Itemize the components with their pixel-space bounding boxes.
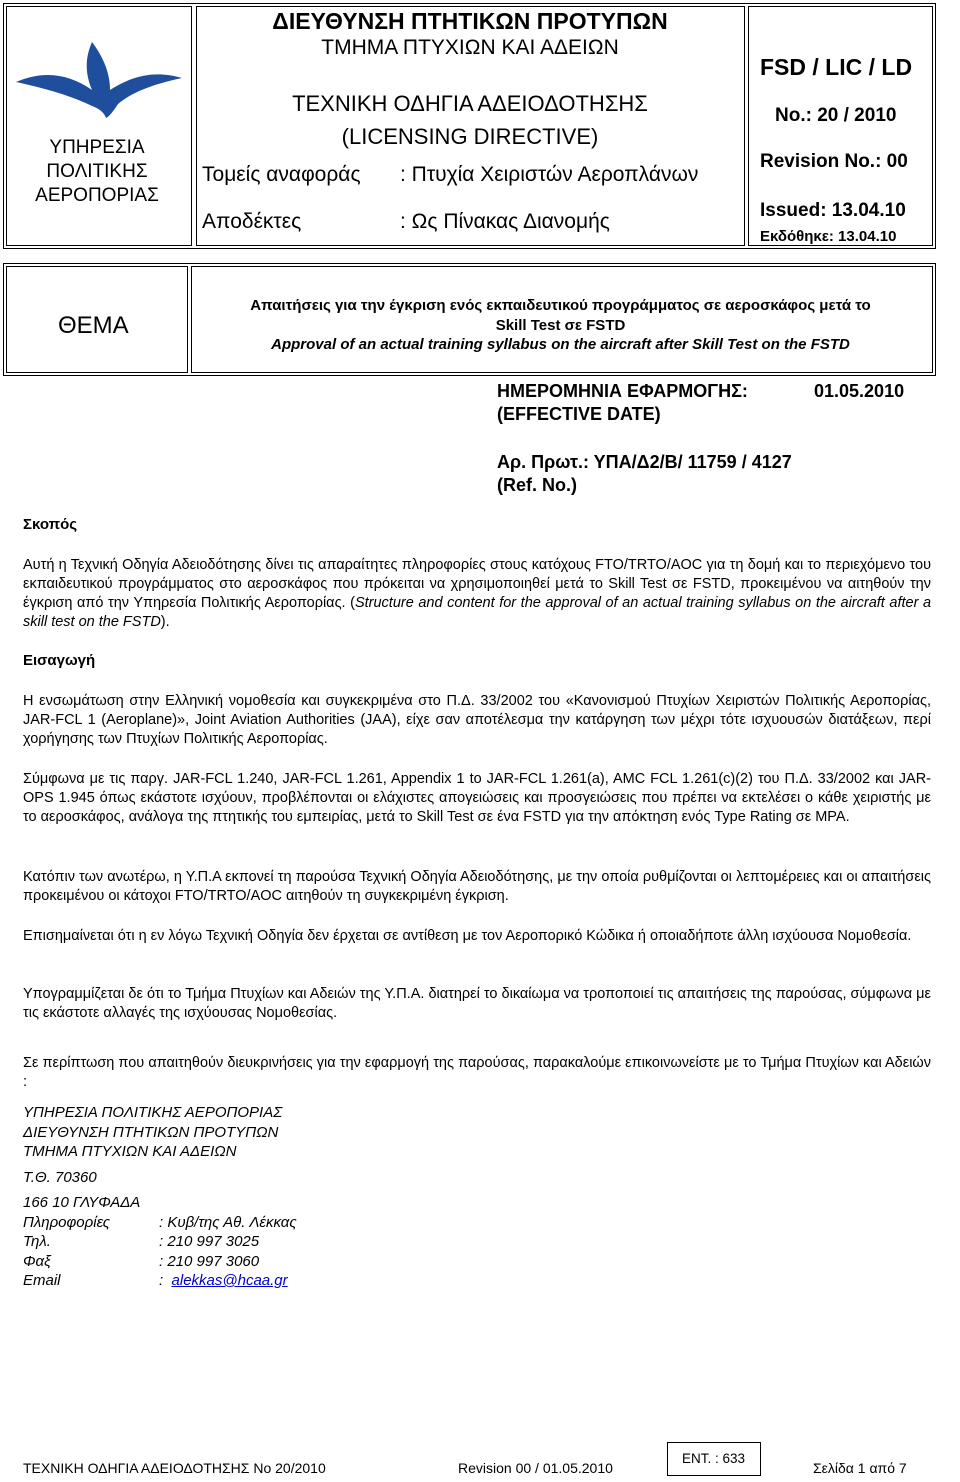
contact-email-sep: : [159, 1272, 172, 1289]
scope-value: : Πτυχία Χειριστών Αεροπλάνων [400, 163, 699, 186]
reference-number: Αρ. Πρωτ.: ΥΠΑ/Δ2/Β/ 11759 / 4127 [497, 452, 792, 472]
contact-intro-paragraph: Σε περίπτωση που απαιτηθούν διευκρινήσεις για την εφαρμογή της παρούσας, παρακαλούμε επικοινωνείστε με το Τμήμα Πτυχίων και Αδειών : [23, 1055, 931, 1090]
intro-paragraph-2: Σύμφωνα με τις παργ. JAR-FCL 1.240, JAR-FCL 1.261, Appendix 1 to JAR-FCL 1.261(a), AMC FCL 1.261(c)(2) του Π.Δ. 33/2002 και JAR-OPS 1.945 όπως εκάστοτε ισχύουν, προβλέπονται οι ελάχιστες απογειώσεις και προσγειώσεις που πρέπει να εκτελέσει ο κάθε χειριστής με το αεροσκάφος, ανάλογα της πτητικής του εμπειρίας, μετά το Skill Test σε ένα FSTD για την απόκτηση ενός Type Rating σε ΜΡΑ. [23, 771, 931, 825]
bird-logo-icon [14, 40, 184, 120]
contact-info-label: Πληροφορίες [23, 1213, 111, 1231]
intro-title: Εισαγωγή [23, 652, 96, 669]
contact-email-row [23, 1271, 297, 1291]
footer-document-title: ΤΕΧΝΙΚΗ ΟΔΗΓΙΑ ΑΔΕΙΟΔΟΤΗΣΗΣ No 20/2010 [23, 1460, 326, 1476]
contact-info-value: : Κυβ/της Αθ. Λέκκας [159, 1213, 297, 1231]
subject-line-1: Απαιτήσεις για την έγκριση ενός εκπαιδευτικού προγράμματος σε αεροσκάφος μετά το [250, 297, 871, 314]
org-line-2: ΠΟΛΙΤΙΚΗΣ [46, 161, 148, 182]
recipients-label: Αποδέκτες [202, 210, 302, 233]
contact-block [23, 1103, 297, 1291]
subject-line-2: Skill Test σε FSTD [495, 317, 626, 334]
intro-paragraph-5: Υπογραμμίζεται δε ότι το Τμήμα Πτυχίων και Αδειών της Υ.Π.Α. διατηρεί το δικαίωμα να τροποποιεί τις απαιτήσεις της παρούσας, σύμφωνα με τις εκάστοτε αλλαγές της ισχύουσας Νομοθεσίας. [23, 986, 931, 1021]
purpose-text-italic: Structure and content for the approval of an actual training syllabus on the aircraft after a skill test on the FSTD [23, 595, 932, 630]
effective-date-en: (EFFECTIVE DATE) [497, 404, 661, 424]
subject-label: ΘΕΜΑ [58, 312, 129, 339]
org-name [12, 136, 182, 208]
purpose-text-end: ). [160, 614, 170, 630]
department-title: ΤΜΗΜΑ ΠΤΥΧΙΩΝ ΚΑΙ ΑΔΕΙΩΝ [321, 36, 619, 59]
subject-line-3: Approval of an actual training syllabus on the aircraft after Skill Test on the FSTD [271, 336, 850, 353]
effective-date-value: 01.05.2010 [814, 381, 905, 401]
purpose-paragraph [23, 556, 931, 632]
contact-phone-label: Τηλ. [23, 1233, 51, 1250]
contact-phone-value: : 210 997 3025 [159, 1233, 260, 1250]
scope-label: Τομείς αναφοράς [202, 163, 361, 186]
contact-info-row [23, 1213, 297, 1233]
reference-number-en: (Ref. No.) [497, 475, 577, 495]
directive-title: ΤΕΧΝΙΚΗ ΟΔΗΓΙΑ ΑΔΕΙΟΔΟΤΗΣΗΣ [292, 91, 648, 116]
org-line-3: ΑΕΡΟΠΟΡΙΑΣ [35, 185, 159, 206]
contact-email-link[interactable]: alekkas@hcaa.gr [171, 1272, 288, 1289]
intro-paragraph-4: Επισημαίνεται ότι η εν λόγω Τεχνική Οδηγία δεν έρχεται σε αντίθεση με τον Αεροπορικό Κώδικα ή οποιαδήποτε άλλη ισχύουσα Νομοθεσία. [23, 928, 912, 944]
footer-page-number: Σελίδα 1 από 7 [813, 1460, 907, 1476]
contact-fax-label: Φαξ [23, 1252, 51, 1270]
recipients-value: : Ως Πίνακας Διανομής [400, 210, 610, 233]
issued-date-gr: Εκδόθηκε: 13.04.10 [760, 228, 897, 245]
issued-date: Issued: 13.04.10 [760, 200, 906, 221]
contact-fax-value: : 210 997 3060 [159, 1252, 260, 1270]
intro-paragraph-3: Κατόπιν των ανωτέρω, η Υ.Π.Α εκπονεί τη παρούσα Τεχνική Οδηγία Αδειοδότησης, με την οποία ρυθμίζονται οι λεπτομέρειες και οι απαιτήσεις προκειμένου οι κάτοχοι FTO/TRTO/AOC αιτηθούν τη συγκεκριμένη έγκριση. [23, 869, 931, 904]
contact-org: ΥΠΗΡΕΣΙΑ ΠΟΛΙΤΙΚΗΣ ΑΕΡΟΠΟΡΙΑΣ [23, 1104, 283, 1121]
org-line-1: ΥΠΗΡΕΣΙΑ [49, 137, 145, 158]
contact-fax-row [23, 1252, 297, 1272]
directorate-title: ΔΙΕΥΘΥΝΣΗ ΠΤΗΤΙΚΩΝ ΠΡΟΤΥΠΩΝ [272, 8, 668, 34]
contact-department: ΤΜΗΜΑ ΠΤΥΧΙΩΝ ΚΑΙ ΑΔΕΙΩΝ [23, 1143, 237, 1160]
contact-phone-row [23, 1232, 297, 1252]
footer-ent: ENT. : 633 [682, 1451, 746, 1466]
revision-number: Revision No.: 00 [760, 151, 908, 172]
document-number: No.: 20 / 2010 [775, 105, 897, 126]
contact-directorate: ΔΙΕΥΘΥΝΣΗ ΠΤΗΤΙΚΩΝ ΠΡΟΤΥΠΩΝ [23, 1123, 279, 1141]
effective-date-label: ΗΜΕΡΟΜΗΝΙΑ ΕΦΑΡΜΟΓΗΣ: [497, 381, 748, 401]
purpose-title: Σκοπός [23, 516, 78, 533]
contact-po-box: Τ.Θ. 70360 [23, 1168, 97, 1186]
contact-city: 166 10 ΓΛΥΦΑΔΑ [23, 1194, 141, 1211]
purpose-text: Αυτή η Τεχνική Οδηγία Αδειοδότησης δίνει τις απαραίτητες πληροφορίες στους κατόχους FTO/TRTO/AOC για τη δομή και το περιεχόμενο του εκπαιδευτικού προγράμματος στο αεροσκάφος που πρόκειται να χρησιμοποιηθεί μετά το Skill Test σε FSTD, προκειμένου να αιτηθούν την έγκριση από την Υπηρεσία Πολιτικής Αεροπορίας. ( [23, 557, 931, 611]
directive-title-en: (LICENSING DIRECTIVE) [341, 124, 599, 149]
document-code: FSD / LIC / LD [760, 54, 913, 80]
contact-email-label: Email [23, 1272, 61, 1289]
intro-paragraph-1: Η ενσωμάτωση στην Ελληνική νομοθεσία και συγκεκριμένα στο Π.Δ. 33/2002 του «Κανονισμού Πτυχίων Χειριστών Πολιτικής Αεροπορίας, JAR-FCL 1 (Aeroplane)», Joint Aviation Authorities (JAA), είχε σαν αποτέλεσμα την κατάργηση των μέχρι τότε ισχυουσών διατάξεων, περί χορήγησης των Πτυχίων Πολιτικής Αεροπορίας. [23, 693, 931, 747]
footer-revision: Revision 00 / 01.05.2010 [458, 1460, 613, 1476]
